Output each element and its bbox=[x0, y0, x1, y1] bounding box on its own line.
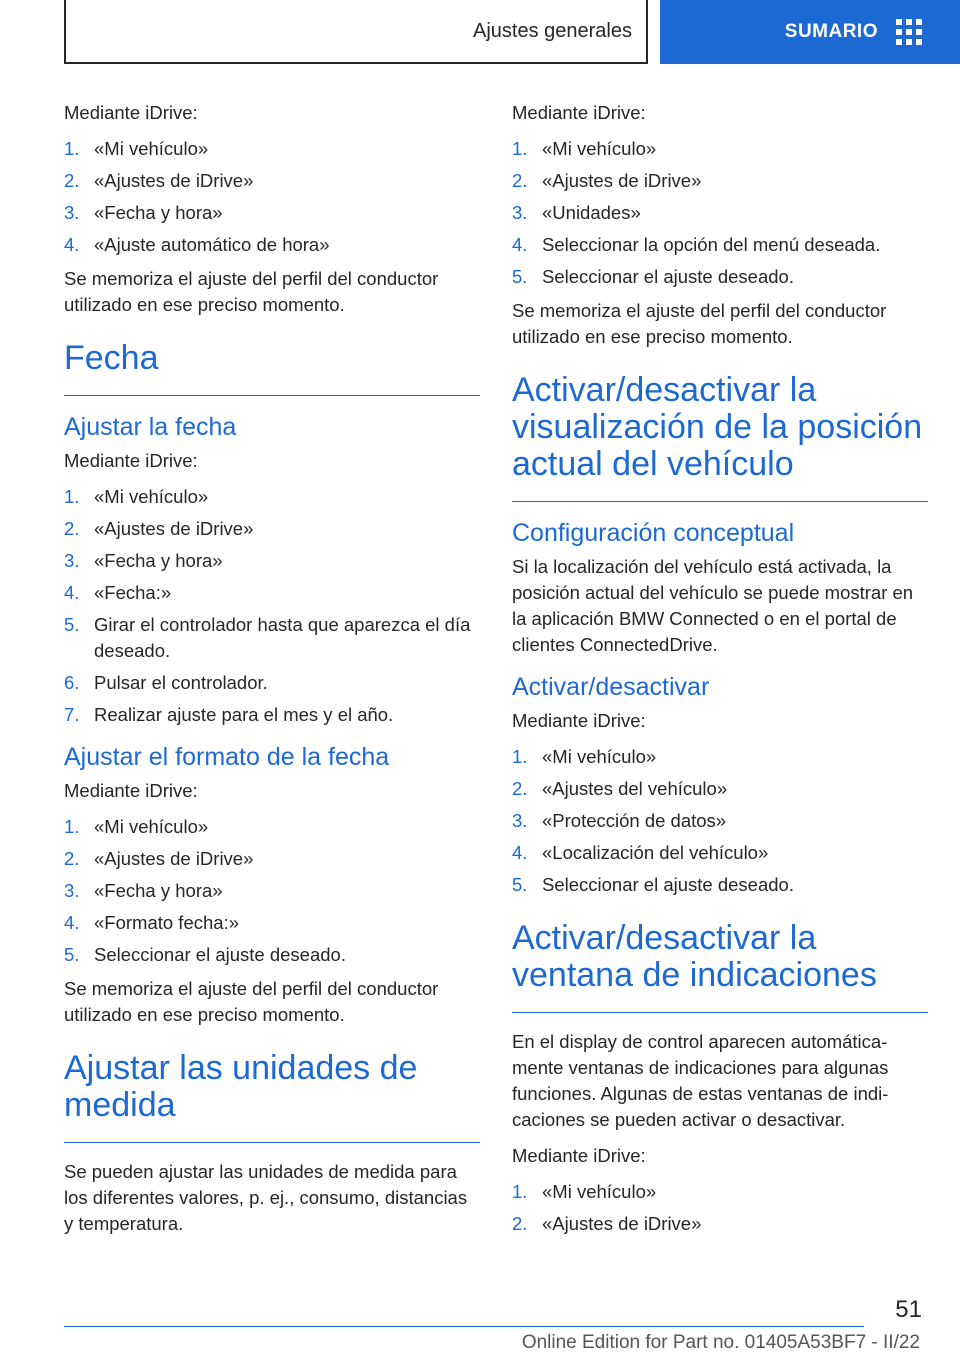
step-text: «Mi vehículo» bbox=[94, 816, 209, 837]
intro-text: Mediante iDrive: bbox=[64, 102, 198, 123]
list-item bbox=[512, 872, 928, 898]
step-list bbox=[64, 136, 480, 258]
step-number: 1. bbox=[512, 746, 528, 767]
step-text: «Mi vehículo» bbox=[542, 138, 657, 159]
section-heading-fecha: Fecha bbox=[64, 339, 159, 377]
intro-text: Mediante iDrive: bbox=[512, 1145, 646, 1166]
step-text: «Fecha:» bbox=[94, 582, 172, 603]
step-text: Pulsar el controlador. bbox=[94, 672, 268, 693]
step-text: «Mi vehículo» bbox=[542, 746, 657, 767]
list-item bbox=[64, 878, 480, 904]
step-number: 4. bbox=[64, 234, 80, 255]
step-text: Seleccionar el ajuste deseado. bbox=[542, 874, 794, 895]
step-text: Realizar ajuste para el mes y el año. bbox=[94, 704, 394, 725]
list-item bbox=[64, 846, 480, 872]
heading-rule bbox=[512, 1012, 928, 1013]
header-section-tab bbox=[64, 0, 648, 64]
step-number: 2. bbox=[64, 848, 80, 869]
step-text: «Protección de datos» bbox=[542, 810, 727, 831]
heading-rule bbox=[64, 395, 480, 396]
list-item bbox=[64, 168, 480, 194]
step-number: 4. bbox=[512, 842, 528, 863]
step-number: 4. bbox=[512, 234, 528, 255]
list-item bbox=[64, 612, 480, 664]
step-number: 5. bbox=[512, 266, 528, 287]
toc-label: SUMARIO bbox=[784, 21, 878, 42]
step-number: 3. bbox=[512, 810, 528, 831]
list-item bbox=[64, 670, 480, 696]
step-number: 1. bbox=[64, 486, 80, 507]
step-text: «Mi vehículo» bbox=[94, 486, 209, 507]
subheading-formato-fecha: Ajustar el formato de la fecha bbox=[64, 743, 390, 771]
step-list bbox=[64, 814, 480, 968]
step-number: 6. bbox=[64, 672, 80, 693]
step-number: 7. bbox=[64, 704, 80, 725]
step-list bbox=[512, 1179, 928, 1237]
list-item bbox=[512, 1179, 928, 1205]
list-item bbox=[512, 264, 928, 290]
step-text: «Formato fecha:» bbox=[94, 912, 239, 933]
intro-text: Mediante iDrive: bbox=[64, 780, 198, 801]
list-item bbox=[512, 136, 928, 162]
step-number: 1. bbox=[512, 1181, 528, 1202]
step-list bbox=[64, 484, 480, 728]
list-item bbox=[64, 910, 480, 936]
step-text: «Ajustes de iDrive» bbox=[94, 518, 254, 539]
step-text: «Ajustes de iDrive» bbox=[94, 170, 254, 191]
list-item bbox=[64, 702, 480, 728]
step-text: «Mi vehículo» bbox=[542, 1181, 657, 1202]
step-text: «Localización del vehículo» bbox=[542, 842, 769, 863]
list-item bbox=[512, 840, 928, 866]
step-list bbox=[512, 744, 928, 898]
step-text: Seleccionar la opción del menú deseada. bbox=[542, 234, 881, 255]
body-text: Si la localización del vehículo está activada, la posición actual del vehículo se puede mostrar en la aplicación BMW Connected o en el portal de clientes ConnectedDrive. bbox=[512, 556, 914, 655]
intro-text: Mediante iDrive: bbox=[64, 450, 198, 471]
step-text: Seleccionar el ajuste deseado. bbox=[542, 266, 794, 287]
step-text: «Mi vehículo» bbox=[94, 138, 209, 159]
step-text: Girar el controlador hasta que aparezca el día deseado. bbox=[94, 614, 471, 661]
step-number: 4. bbox=[64, 582, 80, 603]
section-heading-posicion: Activar/desactivar la visualización de la posición actual del vehículo bbox=[512, 371, 923, 483]
step-text: «Fecha y hora» bbox=[94, 202, 223, 223]
section-title: Ajustes generales bbox=[473, 19, 632, 42]
list-item bbox=[512, 168, 928, 194]
step-number: 3. bbox=[64, 202, 80, 223]
list-item bbox=[64, 232, 480, 258]
step-number: 1. bbox=[64, 138, 80, 159]
note-text: Se memoriza el ajuste del perfil del conductor utilizado en ese preciso momento. bbox=[64, 268, 439, 315]
list-item bbox=[512, 744, 928, 770]
step-number: 3. bbox=[512, 202, 528, 223]
grid-icon bbox=[896, 19, 922, 45]
section-heading-unidades: Ajustar las unidades de medida bbox=[64, 1049, 418, 1124]
step-number: 5. bbox=[512, 874, 528, 895]
subheading-activar: Activar/desactivar bbox=[512, 673, 710, 701]
step-text: Seleccionar el ajuste deseado. bbox=[94, 944, 346, 965]
intro-text: Mediante iDrive: bbox=[512, 710, 646, 731]
step-list bbox=[512, 136, 928, 290]
list-item bbox=[64, 814, 480, 840]
step-number: 2. bbox=[64, 518, 80, 539]
edition-text: Online Edition for Part no. 01405A53BF7 - II/22 bbox=[521, 1332, 920, 1353]
step-text: «Fecha y hora» bbox=[94, 880, 223, 901]
list-item bbox=[64, 548, 480, 574]
subheading-conceptual: Configuración conceptual bbox=[512, 519, 795, 547]
list-item bbox=[512, 808, 928, 834]
step-text: «Ajustes de iDrive» bbox=[94, 848, 254, 869]
list-item bbox=[64, 484, 480, 510]
step-number: 4. bbox=[64, 912, 80, 933]
page-number: 51 bbox=[895, 1296, 922, 1323]
list-item bbox=[64, 200, 480, 226]
list-item bbox=[512, 1211, 928, 1237]
step-number: 2. bbox=[512, 1213, 528, 1234]
step-text: «Ajustes de iDrive» bbox=[542, 1213, 702, 1234]
list-item bbox=[512, 232, 928, 258]
list-item bbox=[64, 942, 480, 968]
list-item bbox=[64, 580, 480, 606]
step-number: 3. bbox=[64, 550, 80, 571]
step-number: 5. bbox=[64, 614, 80, 635]
list-item bbox=[512, 200, 928, 226]
step-number: 2. bbox=[64, 170, 80, 191]
step-text: «Unidades» bbox=[542, 202, 641, 223]
heading-rule bbox=[512, 501, 928, 502]
step-number: 5. bbox=[64, 944, 80, 965]
step-number: 2. bbox=[512, 778, 528, 799]
left-column bbox=[64, 100, 480, 1247]
step-text: «Ajustes de iDrive» bbox=[542, 170, 702, 191]
list-item bbox=[64, 516, 480, 542]
heading-rule bbox=[64, 1142, 480, 1143]
step-text: «Ajustes del vehículo» bbox=[542, 778, 728, 799]
step-number: 3. bbox=[64, 880, 80, 901]
step-number: 1. bbox=[512, 138, 528, 159]
list-item bbox=[64, 136, 480, 162]
note-text: Se memoriza el ajuste del perfil del conductor utilizado en ese preciso momento. bbox=[64, 978, 439, 1025]
step-number: 2. bbox=[512, 170, 528, 191]
intro-text: Mediante iDrive: bbox=[512, 102, 646, 123]
step-text: «Fecha y hora» bbox=[94, 550, 223, 571]
step-number: 1. bbox=[64, 816, 80, 837]
step-text: «Ajuste automático de hora» bbox=[94, 234, 330, 255]
section-heading-ventana: Activar/desactivar la ventana de indicaciones bbox=[512, 919, 877, 994]
toc-button[interactable] bbox=[660, 0, 960, 64]
subheading-ajustar-fecha: Ajustar la fecha bbox=[64, 413, 237, 441]
list-item bbox=[512, 776, 928, 802]
right-column bbox=[512, 100, 928, 1245]
note-text: Se memoriza el ajuste del perfil del conductor utilizado en ese preciso momento. bbox=[512, 300, 887, 347]
body-text: Se pueden ajustar las unidades de medida para los diferentes valores, p. ej., consumo, distancias y temperatura. bbox=[64, 1161, 468, 1234]
body-text: En el display de control aparecen automática‐mente ventanas de indicaciones para algunas funciones. Algunas de estas ventanas de indi‐caciones se pueden activar o desactivar. bbox=[512, 1031, 889, 1130]
footer-rule bbox=[64, 1326, 864, 1327]
